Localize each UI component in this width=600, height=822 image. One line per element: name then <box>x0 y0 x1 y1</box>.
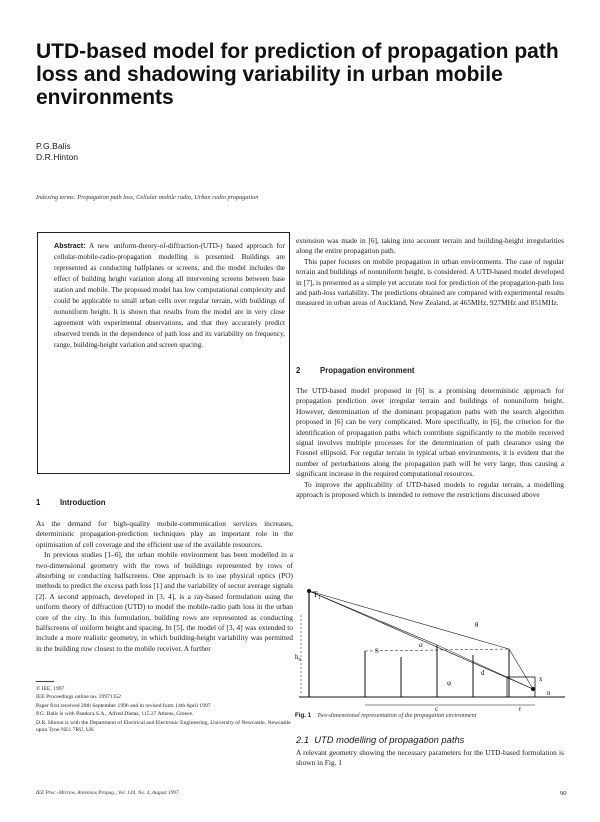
subsection-2-1-body: A relevant geometry showing the necessary parameters for the UTD-based formulation is shown in Fig. 1 <box>296 748 564 768</box>
angle-alpha-label: α <box>419 641 423 649</box>
paragraph: This paper focuses on mobile propagation in urban environments. The case of regular terrain and buildings of nonuniform height, is considered. A UTD-based model developed in [7], is presented as a simple yet accurate tool for prediction of the propagation-path loss and path-loss variability. The predictions obtained are compared with experimental results measured in urban areas of Auckland, New Zealand, at 465MHz, 927MHz and 851MHz. <box>296 256 564 308</box>
index-n-label: n <box>547 689 551 697</box>
subsection-2-1-heading <box>296 734 464 745</box>
indexing-terms: Indexing terms: Propagation path loss, Cellular mobile radio, Urban radio propagation <box>36 194 259 201</box>
ray-1 <box>309 591 509 649</box>
ray-3 <box>309 591 437 645</box>
subsection-2-1-number: 2.1 <box>296 734 310 745</box>
tx-label: $T_1$ <box>313 590 321 601</box>
online-note: IEE Proceedings online no. 19971352 <box>36 694 121 701</box>
copyright-note: © IEE, 1997 <box>36 686 65 692</box>
distance-r-label: r <box>519 705 522 713</box>
right-column-intro <box>296 236 564 309</box>
section-2-body <box>296 386 564 500</box>
figure-label: Fig. 1 <box>295 712 312 719</box>
spacing-c-label: c <box>435 705 439 713</box>
mobile-street-box <box>507 677 535 697</box>
distance-d-label: d <box>481 669 485 677</box>
article-notes <box>36 686 296 734</box>
base-height-label: $h_b$ <box>295 653 301 663</box>
ray-2 <box>309 591 533 689</box>
abstract <box>54 240 285 351</box>
paper-title: UTD-based model for prediction of propagation path loss and shadowing variability in urban mobile environments <box>36 40 559 109</box>
screen-label: S <box>375 647 379 655</box>
section-1-body <box>36 519 293 654</box>
propagation-geometry-figure <box>295 585 567 713</box>
section-2-title: Propagation environment <box>320 366 415 375</box>
paragraph: The UTD-based model proposed in [6] is a promising deterministic approach for propagation prediction over irregular terrain and buildings of nonuniform height. However, determination of the dominant propagation paths with the search algorithm proposed in [6] can be very complicated. More specifically, in [6], the criterion for the identification of propagation paths which contribute significantly to the mobile received signal involves multiple processes for the determination of path clearance using the Fresnel ellipsoid. For regular terrain in typical urban environments, it is evident that the number of perturbations along the propagation path will be very large, thus causing a significant increase in the required computational resources. <box>296 386 564 479</box>
author-affiliation-2: D.R. Hinton is with the Department of Electrical and Electronic Engineering, University of Newcastle, Newcastle upon Tyne NE1 7RU, UK <box>36 719 291 734</box>
paragraph: In previous studies [1–6], the urban mobile environment has been modelled in a two-dimensional geometry with the rows of buildings represented by rows of absorbing or conducting halfscreens. One approach is to use physical optics (PO) methods to predict the excess path loss [1] and the variability of sector average signals [2]. A second approach, developed in [3, 4], is a ray-based formulation using the uniform theory of diffraction (UTD) to model the mobile-radio path loss in the urban core of the city. In this formulation, building rows are represented as conducting halfscreens of uniform height and spacing. In [5], the model of [3, 4] was extended to include a more realistic geometry, in which building-height variability was permitted in the building row closest to the mobile receiver. A further <box>36 550 293 653</box>
author-list <box>36 141 78 163</box>
abstract-label: Abstract: <box>54 241 86 250</box>
paragraph: extension was made in [6], taking into account terrain and building-height irregularities along the entire propagation path. <box>296 236 564 256</box>
paragraph: To improve the applicability of UTD-based models to regular terrain, a modelling approach is proposed which is intended to remove the restrictions discussed above <box>296 479 564 500</box>
abstract-body: A new uniform-theory-of-diffraction-(UTD-) based approach for cellular-mobile-radio-propagation modelling is presented. Buildings are represented as conducting halfplanes or screens, and the model includes the effect of building height variation along all intervening screens between base station and mobile. The proposed model has low computational complexity and could be applicable to small urban cells over regular terrain, with buildings of nonuniform height. It is shown that results from the model are in very close agreement with experimental observations, and that they accurately predict observed trends in the dependence of path loss and its variability on frequency, range, building-height variation and screen spacing. <box>54 242 286 349</box>
height-x-label: x <box>539 675 543 683</box>
received-note: Paper first received 20th September 1996 and in revised form 14th April 1997 <box>36 702 211 709</box>
ray-6 <box>437 645 533 689</box>
ray-5 <box>509 649 533 689</box>
author-2: D.R.Hinton <box>36 152 79 162</box>
paragraph: As the demand for high-quality mobile-communication services increases, deterministic propagation-prediction techniques play an important role in the optimisation of cell coverage and the efficient use of the available resources. <box>36 519 293 549</box>
section-2-number: 2 <box>296 366 301 375</box>
section-2-heading <box>296 366 414 375</box>
section-1-title: Introduction <box>60 498 106 507</box>
section-1-heading <box>36 498 105 507</box>
angle-phi-label: φ <box>447 679 452 687</box>
author-1: P.G.Balis <box>36 141 71 151</box>
footnote-rule <box>36 681 54 682</box>
journal-footer: IEE Proc.-Microw. Antennas Propag., Vol. 144, No. 4, August 1997 <box>36 790 179 796</box>
page-number: 90 <box>560 790 567 797</box>
angle-theta-label: θ <box>475 621 479 629</box>
figure-caption-text: Two-dimensional representation of the propagation environment <box>317 712 477 719</box>
figure-caption <box>295 712 476 719</box>
section-1-number: 1 <box>36 498 41 507</box>
author-affiliation-1: P.G. Balis is with Pandora S.A., Alfred Dietas, 115 27 Athens, Greece. <box>36 711 194 718</box>
subsection-2-1-title: UTD modelling of propagation paths <box>314 734 465 745</box>
